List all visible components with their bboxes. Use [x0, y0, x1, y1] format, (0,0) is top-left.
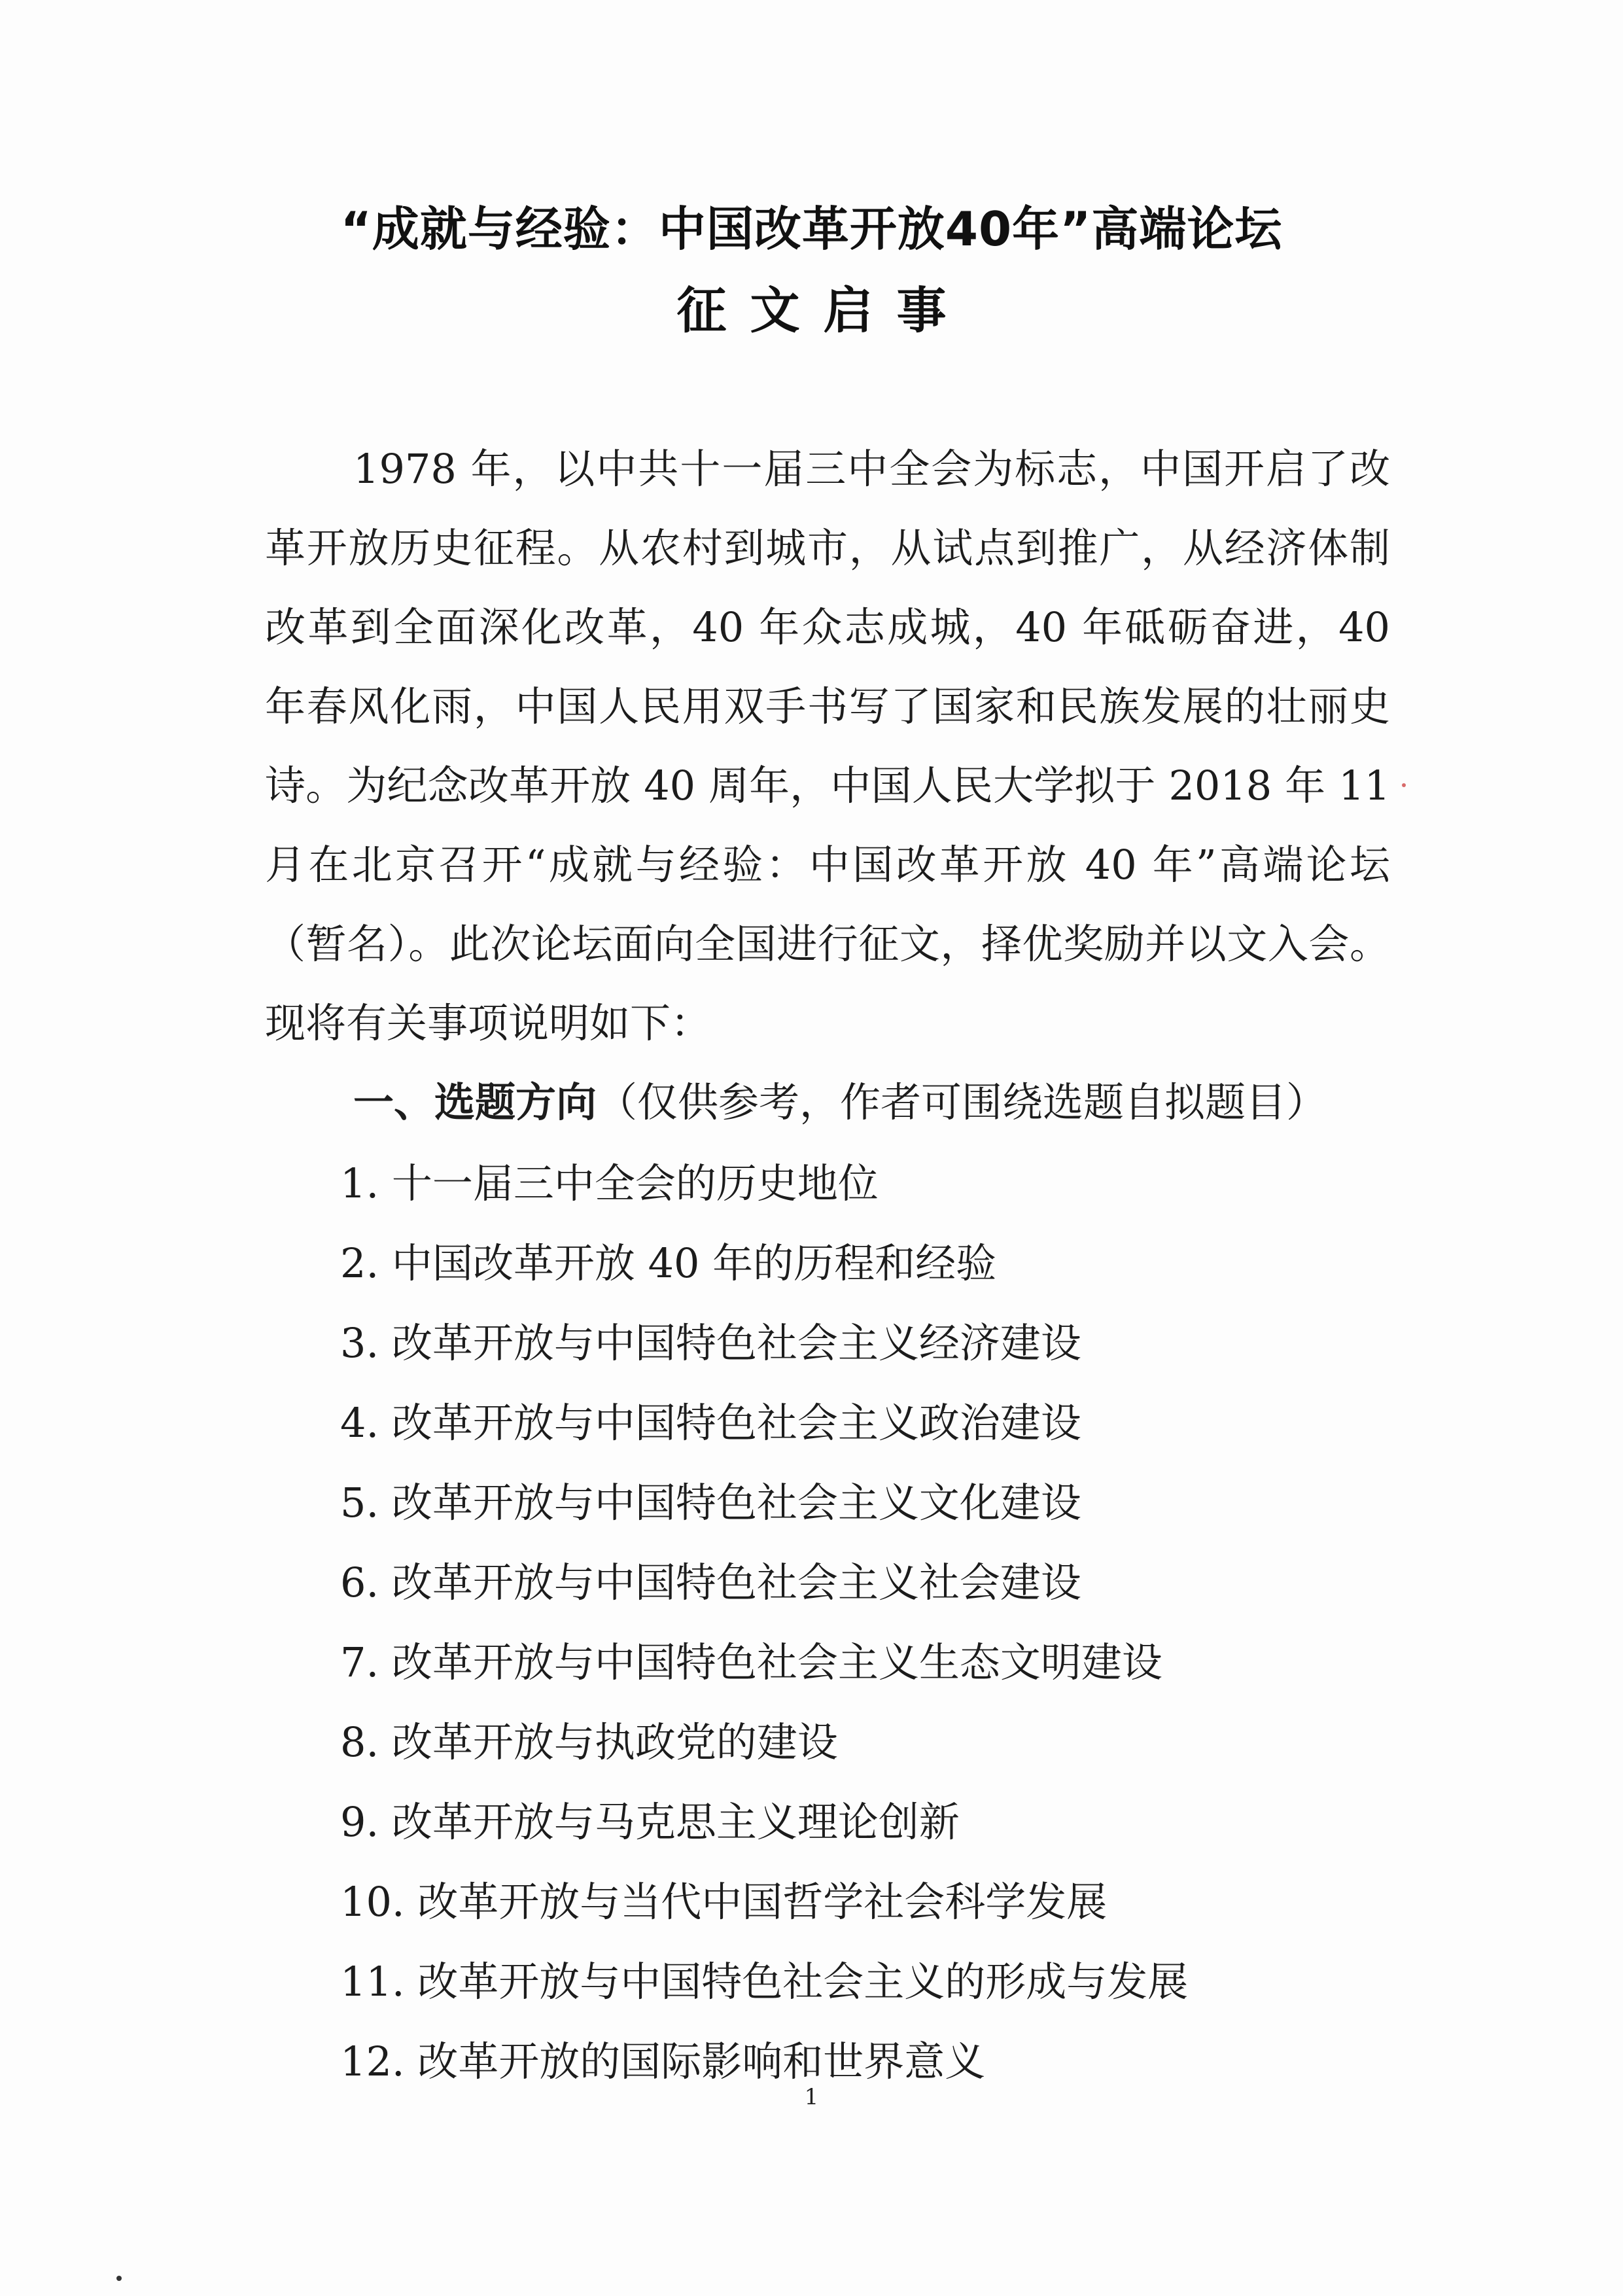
topic-item: 7. 改革开放与中国特色社会主义生态文明建设	[340, 1638, 1162, 1686]
section-heading-title: 一、选题方向	[353, 1078, 597, 1126]
topic-item: 10. 改革开放与当代中国哲学社会科学发展	[340, 1878, 1108, 1926]
section-heading-note: （仅供参考，作者可围绕选题自拟题目）	[597, 1078, 1327, 1126]
document-title: “成就与经验：中国改革开放40年”高端论坛	[340, 202, 1283, 256]
topic-item: 8. 改革开放与执政党的建设	[340, 1718, 838, 1766]
topic-item: 1. 十一届三中全会的历史地位	[340, 1159, 879, 1207]
topic-item: 5. 改革开放与中国特色社会主义文化建设	[340, 1479, 1081, 1527]
scan-speck	[1402, 783, 1406, 787]
section-heading	[353, 1063, 1327, 1142]
topic-item: 4. 改革开放与中国特色社会主义政治建设	[340, 1399, 1081, 1447]
topic-item: 11. 改革开放与中国特色社会主义的形成与发展	[340, 1958, 1189, 2005]
intro-paragraph: 1978 年，以中共十一届三中全会为标志，中国开启了改革开放历史征程。从农村到城市，从试点到推广，从经济体制改革到全面深化改革，40 年众志成城，40 年砥砺奋进，40 年春风化雨，中国人民用双手书写了国家和民族发展的壮丽史诗。为纪念改革开放 40 周年，中国人民大学拟于 2018 年 11 月在北京召开“成就与经验：中国改革开放 40 年”高端论坛（暂名）。此次论坛面向全国进行征文，择优奖励并以文入会。现将有关事项说明如下：	[265, 445, 1390, 1047]
topic-item: 6. 改革开放与中国特色社会主义社会建设	[340, 1559, 1081, 1606]
topic-item: 9. 改革开放与马克思主义理论创新	[340, 1798, 960, 1846]
scan-speck	[116, 2276, 122, 2281]
topic-item: 12. 改革开放的国际影响和世界意义	[340, 2038, 986, 2085]
topic-item: 2. 中国改革开放 40 年的历程和经验	[340, 1239, 997, 1287]
document-subtitle: 征文启事	[676, 281, 970, 340]
page-number: 1	[804, 2084, 819, 2110]
topic-list	[340, 1144, 1188, 2102]
topic-item: 3. 改革开放与中国特色社会主义经济建设	[340, 1319, 1081, 1367]
